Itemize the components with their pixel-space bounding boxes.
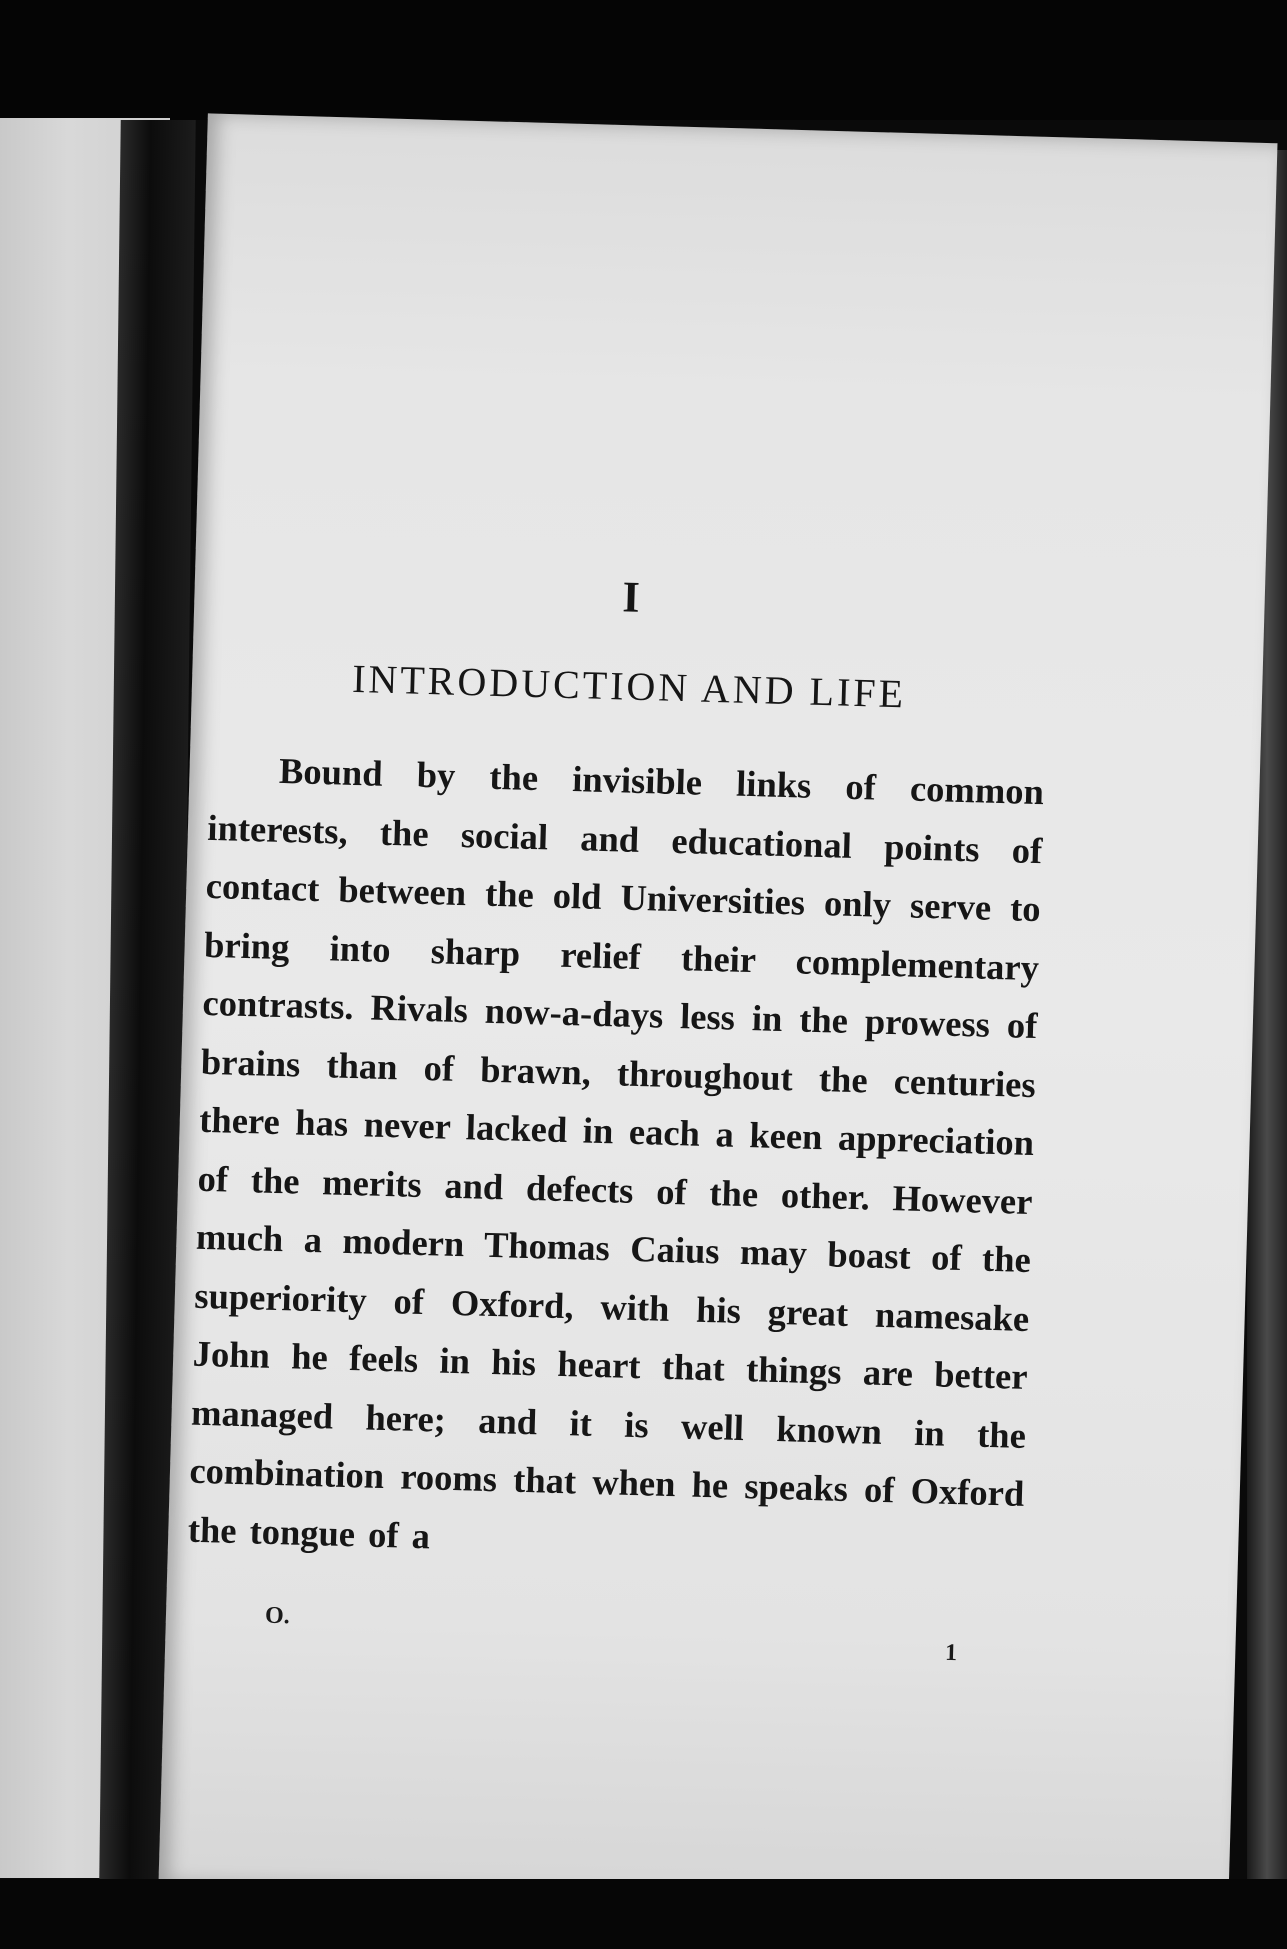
body-paragraph: Bound by the invisible links of common interests, the social and educational points of contact between the old Universities only serve to bring into sharp relief their complementary contrasts. Rivals now-a-days less in the prowess of brains than of brawn, throughout the centuries there has never lacked in each a keen appreciation of the merits and defects of the other. However much a modern Thomas Caius may boast of the superiority of Oxford, with his great namesake John he feels in his heart that things are better managed here; and it is well known in the combination rooms that when he speaks of Oxford the tongue of a <box>187 749 1045 1556</box>
page-number: 1 <box>944 1639 958 1667</box>
chapter-title: INTRODUCTION AND LIFE <box>351 655 907 717</box>
scan-bottom-border <box>0 1879 1287 1949</box>
scan-top-border <box>0 0 1287 120</box>
page-content <box>187 560 1050 1582</box>
signature-mark: O. <box>264 1602 291 1630</box>
chapter-number: I <box>621 572 642 622</box>
